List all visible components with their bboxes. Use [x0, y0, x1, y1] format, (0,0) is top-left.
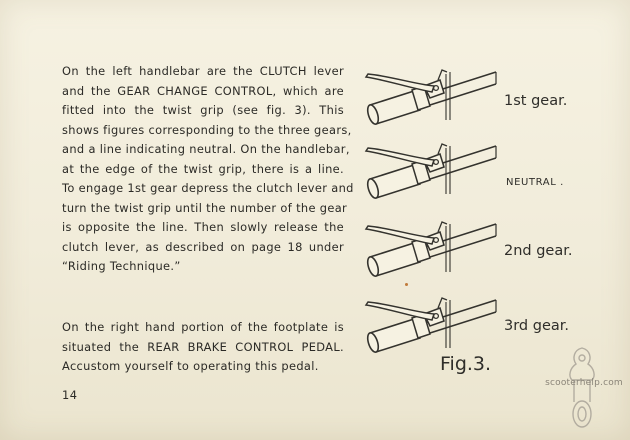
text-line: fitted into the twist grip (see fig. 3). This [62, 103, 344, 117]
page-number: 14 [62, 388, 78, 402]
paper-stain [405, 283, 408, 286]
text-line: Accustom yourself to operating this pedal. [62, 359, 319, 373]
handlebar-drawing-neutral [366, 144, 496, 199]
text-line: turn the twist grip until the number of the gear [62, 200, 348, 215]
handlebar-twist-grip-illustration [350, 50, 500, 370]
text-line: and the GEAR CHANGE CONTROL, which are [62, 83, 344, 98]
text-line: On the left handlebar are the CLUTCH lever [62, 64, 344, 78]
watermark-text: scooterhelp.com [545, 378, 623, 388]
handlebar-drawing-1st [366, 70, 496, 125]
label-2nd-gear: 2nd gear. [504, 243, 573, 259]
text-line: shows figures corresponding to the three gears, [62, 122, 352, 137]
text-line: On the right hand portion of the footplate is [62, 320, 344, 334]
text-line: and a line indicating neutral. On the handlebar, [62, 142, 350, 156]
text-line: is opposite the line. Then slowly release the [62, 220, 344, 234]
paragraph-rear-brake-pedal [62, 318, 344, 377]
handlebar-drawing-2nd [366, 222, 496, 277]
text-line: To engage 1st gear depress the clutch lever and [62, 181, 354, 195]
text-line: “Riding Technique.” [62, 259, 181, 273]
label-1st-gear: 1st gear. [504, 93, 568, 109]
text-line: situated the REAR BRAKE CONTROL PEDAL. [62, 339, 344, 354]
text-line: at the edge of the twist grip, there is a line. [62, 161, 344, 176]
text-line: clutch lever, as described on page 18 under [62, 239, 344, 254]
label-neutral: NEUTRAL . [506, 177, 564, 188]
figure-caption: Fig.3. [440, 353, 492, 375]
handlebar-drawing-3rd [366, 298, 496, 353]
label-3rd-gear: 3rd gear. [504, 318, 569, 334]
paragraph-clutch-gear-control [62, 62, 354, 277]
